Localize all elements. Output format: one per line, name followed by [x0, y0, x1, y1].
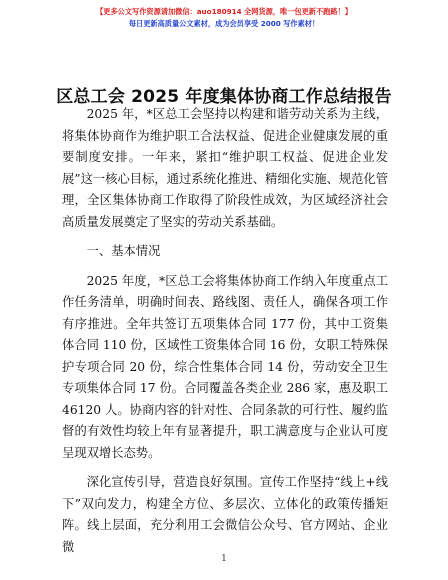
section1-paragraph: 2025 年度，*区总工会将集体协商工作纳入年度重点工作任务清单，明确时间表、路线图、责任人，确保各项工作有序推进。全年共签订五项集体合同 177 份，其中工资集体合同 110 份，区域性工资集体合同 16 份，女职工特殊保护专项合同 20 份，综合性集体合同 14 份，劳动安全卫生专项集体合同 17 份。合同覆盖各类企业 286 家，惠及职工 46120 人。协商内容的针对性、合同条款的可行性、履约监督的有效性均较上年有显著提升，职工满意度与企业认可度呈现双增长态势。 — [62, 273, 388, 460]
section-heading-basic: 一、基本情况 — [86, 244, 161, 258]
intro-paragraph: 2025 年，*区总工会坚持以构建和谐劳动关系为主线，将集体协商作为维护职工合法权益、促进企业健康发展的重要制度安排。一年来，紧扣“维护职工权益、促进企业发展”这一核心目标，通过系统化推进、精细化实施、规范化管理，全区集体协商工作取得了阶段性成效，为区域经济社会高质量发展奠定了坚实的劳动关系基础。 — [62, 107, 389, 229]
section2-paragraph: 深化宣传引导，营造良好氛围。宣传工作坚持“线上+线下”双向发力，构建全方位、多层次、立体化的政策传播矩阵。线上层面，充分利用工会微信公众号、官方网站、企业微 — [62, 475, 388, 554]
document-body — [62, 104, 388, 558]
promo-banner-line2: 每日更新高质量公文素材，成为会员享受 2000 写作素材！ — [128, 19, 320, 28]
page-number: 1 — [221, 554, 227, 564]
document-title: 区总工会 2025 年度集体协商工作总结报告 — [56, 87, 392, 107]
promo-banner-line1: 【更多公文写作资源请加微信：auo180914 全网货源，唯一包更新不跑路！】 — [96, 7, 352, 16]
promo-banner — [0, 6, 448, 30]
